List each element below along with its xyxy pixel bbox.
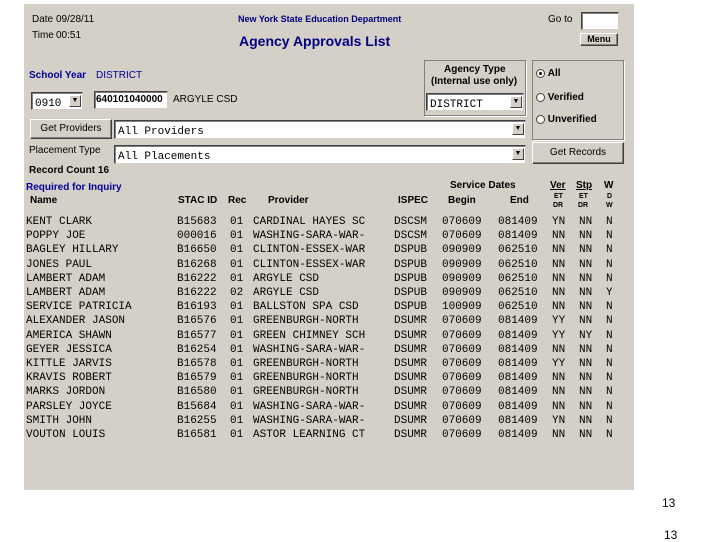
col-ver-sub2: DR: [553, 202, 564, 209]
cell-end: 062510: [498, 287, 538, 299]
cell-w: N: [606, 272, 613, 285]
cell-end: 062510: [498, 301, 538, 314]
page-title: Agency Approvals List: [239, 33, 391, 49]
cell-stac-id: B16580: [177, 386, 217, 399]
cell-w: N: [606, 414, 613, 427]
cell-ver: NN: [552, 244, 566, 257]
col-service-dates: Service Dates: [450, 180, 516, 191]
placement-type-label: Placement Type: [29, 145, 101, 156]
chevron-down-icon[interactable]: ▼: [512, 123, 524, 135]
cell-begin: 070609: [442, 358, 482, 370]
menu-button[interactable]: Menu: [580, 33, 618, 46]
table-row[interactable]: [26, 415, 626, 429]
cell-provider: GREENBURGH-NORTH: [253, 372, 359, 385]
record-count-label: [29, 165, 109, 176]
cell-begin: 090909: [442, 258, 482, 271]
goto-label: Go to: [548, 14, 573, 25]
cell-name: KENT CLARK: [26, 216, 93, 228]
cell-w: N: [606, 244, 613, 257]
radio-icon[interactable]: [536, 93, 545, 102]
cell-ver: NN: [552, 287, 566, 299]
cell-begin: 070609: [442, 386, 482, 399]
cell-stp: NN: [579, 386, 593, 399]
cell-w: N: [606, 343, 613, 356]
cell-stp: NN: [579, 429, 593, 441]
cell-stac-id: B16579: [177, 372, 217, 385]
cell-ispec: DSPUB: [394, 272, 428, 285]
cell-begin: 070609: [442, 414, 482, 427]
cell-ispec: DSUMR: [394, 414, 428, 427]
cell-provider: ASTOR LEARNING CT: [253, 429, 366, 441]
cell-begin: 070609: [442, 343, 482, 356]
cell-name: SMITH JOHN: [26, 414, 93, 427]
table-row[interactable]: [26, 273, 626, 287]
cell-w: N: [606, 329, 613, 342]
cell-ispec: DSUMR: [394, 386, 428, 399]
cell-ispec: DSCSM: [394, 230, 428, 243]
cell-provider: WASHING-SARA-WAR-: [253, 343, 366, 356]
cell-provider: BALLSTON SPA CSD: [253, 301, 359, 314]
cell-stac-id: B16268: [177, 258, 217, 271]
cell-end: 062510: [498, 258, 538, 271]
page-number: 13: [662, 496, 676, 510]
department-name: New York State Education Department: [238, 14, 402, 24]
cell-provider: ARGYLE CSD: [253, 272, 320, 285]
cell-ver: NN: [552, 400, 566, 413]
cell-ispec: DSPUB: [394, 244, 428, 257]
cell-stp: NN: [579, 301, 593, 314]
cell-ispec: DSUMR: [394, 329, 428, 342]
cell-end: 062510: [498, 244, 538, 257]
col-ispec: ISPEC: [398, 195, 429, 206]
cell-ver: NN: [552, 258, 566, 271]
col-provider: Provider: [268, 195, 309, 206]
cell-name: VOUTON LOUIS: [26, 429, 106, 441]
radio-verified-label: Verified: [547, 92, 584, 103]
cell-end: 081409: [498, 400, 538, 413]
date-value: 09/28/11: [56, 14, 95, 25]
col-w-sub2: W: [606, 202, 613, 209]
chevron-down-icon[interactable]: ▼: [512, 148, 524, 160]
school-year-label: School Year: [29, 70, 87, 81]
radio-verified[interactable]: [536, 92, 584, 103]
cell-end: 081409: [498, 414, 538, 427]
table-row[interactable]: [26, 287, 626, 301]
cell-begin: 070609: [442, 400, 482, 413]
table-row[interactable]: [26, 301, 626, 315]
cell-stac-id: B16255: [177, 414, 217, 427]
cell-provider: WASHING-SARA-WAR-: [253, 400, 366, 413]
cell-end: 081409: [498, 216, 538, 228]
col-stp: Stp: [576, 180, 593, 191]
cell-begin: 090909: [442, 272, 482, 285]
cell-stac-id: B16193: [177, 301, 217, 314]
cell-end: 081409: [498, 230, 538, 243]
required-label: Required for Inquiry: [26, 182, 122, 193]
cell-rec: 01: [230, 244, 244, 257]
cell-ver: YY: [552, 315, 566, 328]
cell-name: POPPY JOE: [26, 230, 86, 243]
agency-type-label: Agency Type: [444, 64, 506, 75]
get-providers-button[interactable]: Get Providers: [30, 119, 112, 139]
district-label: DISTRICT: [96, 70, 143, 81]
cell-w: N: [606, 301, 613, 314]
cell-ispec: DSUMR: [394, 372, 428, 385]
cell-rec: 01: [230, 429, 244, 441]
cell-provider: GREENBURGH-NORTH: [253, 315, 359, 328]
agency-type-sublabel: (Internal use only): [431, 76, 518, 87]
table-row[interactable]: [26, 386, 626, 400]
cell-stac-id: B15683: [177, 216, 217, 228]
record-count-text: Record Count: [29, 165, 96, 176]
cell-rec: 01: [230, 216, 244, 228]
cell-provider: GREEN CHIMNEY SCH: [253, 329, 366, 342]
cell-end: 081409: [498, 386, 538, 399]
cell-w: N: [606, 258, 613, 271]
col-stac-id: STAC ID: [178, 195, 218, 206]
col-stp-sub2: DR: [578, 202, 589, 209]
cell-rec: 01: [230, 230, 244, 243]
cell-w: N: [606, 216, 613, 228]
cell-rec: 01: [230, 386, 244, 399]
cell-w: N: [606, 429, 613, 441]
cell-name: LAMBERT ADAM: [26, 272, 106, 285]
cell-stac-id: B16222: [177, 272, 217, 285]
cell-provider: CLINTON-ESSEX-WAR: [253, 244, 366, 257]
cell-name: KRAVIS ROBERT: [26, 372, 112, 385]
placement-type-select[interactable]: [114, 145, 526, 164]
cell-rec: 01: [230, 414, 244, 427]
table-row[interactable]: [26, 344, 626, 358]
cell-name: BAGLEY HILLARY: [26, 244, 119, 257]
table-row[interactable]: [26, 358, 626, 372]
cell-name: GEYER JESSICA: [26, 343, 112, 356]
cell-stp: NN: [579, 414, 593, 427]
cell-provider: CLINTON-ESSEX-WAR: [253, 258, 366, 271]
cell-provider: WASHING-SARA-WAR-: [253, 230, 366, 243]
cell-ver: YY: [552, 329, 566, 342]
radio-selected-icon[interactable]: [536, 69, 545, 78]
cell-rec: 01: [230, 315, 244, 328]
cell-provider: ARGYLE CSD: [253, 287, 320, 299]
cell-name: MARKS JORDON: [26, 386, 106, 399]
cell-rec: 01: [230, 272, 244, 285]
cell-stp: NN: [579, 315, 593, 328]
cell-rec: 01: [230, 372, 244, 385]
time-value: 00:51: [56, 30, 82, 41]
cell-stac-id: 000016: [177, 230, 217, 243]
cell-stp: NN: [579, 358, 593, 370]
table-row[interactable]: [26, 401, 626, 415]
cell-end: 081409: [498, 358, 538, 370]
cell-stac-id: B16576: [177, 315, 217, 328]
cell-begin: 070609: [442, 315, 482, 328]
cell-ver: NN: [552, 429, 566, 441]
cell-stp: NN: [579, 230, 593, 243]
cell-stac-id: B16577: [177, 329, 217, 342]
table-row[interactable]: [26, 230, 626, 244]
table-row[interactable]: [26, 372, 626, 386]
radio-all[interactable]: [536, 68, 561, 79]
table-row[interactable]: [26, 259, 626, 273]
cell-ver: NN: [552, 343, 566, 356]
cell-end: 081409: [498, 343, 538, 356]
cell-stp: NN: [579, 258, 593, 271]
goto-input[interactable]: [581, 12, 619, 30]
cell-stp: NN: [579, 287, 593, 299]
cell-stac-id: B16254: [177, 343, 217, 356]
cell-provider: GREENBURGH-NORTH: [253, 358, 359, 370]
cell-stp: NN: [579, 272, 593, 285]
cell-w: N: [606, 400, 613, 413]
providers-value: All Providers: [118, 126, 204, 138]
cell-rec: 01: [230, 329, 244, 342]
providers-select[interactable]: [114, 120, 526, 139]
cell-name: SERVICE PATRICIA: [26, 301, 132, 314]
cell-stp: NN: [579, 372, 593, 385]
cell-w: N: [606, 386, 613, 399]
radio-unverified[interactable]: [536, 114, 597, 125]
cell-begin: 090909: [442, 287, 482, 299]
district-code-input[interactable]: 640101040000: [94, 91, 168, 109]
cell-provider: CARDINAL HAYES SC: [253, 216, 366, 228]
cell-name: KITTLE JARVIS: [26, 358, 112, 370]
cell-ver: NN: [552, 301, 566, 314]
table-row[interactable]: [26, 429, 626, 443]
col-begin: Begin: [448, 195, 476, 206]
cell-rec: 01: [230, 400, 244, 413]
col-rec: Rec: [228, 195, 247, 206]
cell-begin: 070609: [442, 329, 482, 342]
cell-stp: NN: [579, 343, 593, 356]
cell-name: JONES PAUL: [26, 258, 93, 271]
col-stp-sub1: ET: [579, 193, 588, 200]
cell-w: N: [606, 358, 613, 370]
cell-end: 081409: [498, 429, 538, 441]
time-label: Time: [32, 30, 54, 41]
col-ver-sub1: ET: [554, 193, 563, 200]
cell-rec: 01: [230, 343, 244, 356]
cell-name: AMERICA SHAWN: [26, 329, 112, 342]
cell-begin: 070609: [442, 429, 482, 441]
chevron-down-icon[interactable]: ▼: [69, 95, 81, 107]
cell-rec: 02: [230, 287, 244, 299]
cell-stac-id: B16650: [177, 244, 217, 257]
col-w: W: [604, 180, 614, 191]
cell-w: Y: [606, 287, 613, 299]
cell-ispec: DSUMR: [394, 358, 428, 370]
placement-type-value: All Placements: [118, 151, 211, 163]
cell-stac-id: B16578: [177, 358, 217, 370]
cell-provider: GREENBURGH-NORTH: [253, 386, 359, 399]
cell-begin: 070609: [442, 372, 482, 385]
cell-ver: YY: [552, 358, 566, 370]
table-row[interactable]: [26, 244, 626, 258]
radio-icon[interactable]: [536, 115, 545, 124]
cell-stp: NN: [579, 244, 593, 257]
cell-name: ALEXANDER JASON: [26, 315, 126, 328]
cell-ver: YN: [552, 216, 566, 228]
cell-ispec: DSUMR: [394, 343, 428, 356]
district-name: ARGYLE CSD: [173, 94, 238, 105]
cell-rec: 01: [230, 358, 244, 370]
col-name: Name: [30, 195, 58, 206]
cell-rec: 01: [230, 258, 244, 271]
cell-w: N: [606, 372, 613, 385]
cell-stp: NN: [579, 216, 593, 228]
cell-begin: 070609: [442, 216, 482, 228]
cell-end: 062510: [498, 272, 538, 285]
cell-ispec: DSUMR: [394, 315, 428, 328]
cell-ispec: DSPUB: [394, 301, 428, 314]
school-year-select[interactable]: [31, 92, 83, 110]
radio-all-label: All: [547, 68, 561, 79]
cell-ver: NN: [552, 230, 566, 243]
cell-name: LAMBERT ADAM: [26, 287, 106, 299]
school-year-value: 0910: [35, 98, 62, 110]
cell-provider: WASHING-SARA-WAR-: [253, 414, 366, 427]
records-table: [24, 216, 634, 456]
cell-ver: NN: [552, 386, 566, 399]
cell-stp: NN: [579, 400, 593, 413]
cell-begin: 100909: [442, 301, 482, 314]
agency-type-select[interactable]: [426, 93, 524, 111]
cell-stac-id: B15684: [177, 400, 217, 413]
table-row[interactable]: [26, 330, 626, 344]
cell-w: N: [606, 230, 613, 243]
cell-stac-id: B16222: [177, 287, 217, 299]
agency-type-value: DISTRICT: [430, 99, 483, 111]
table-row[interactable]: [26, 216, 626, 230]
cell-ispec: DSPUB: [394, 287, 428, 299]
record-count-value: 16: [97, 165, 110, 176]
get-records-button[interactable]: Get Records: [532, 142, 624, 164]
chevron-down-icon[interactable]: ▼: [510, 96, 522, 108]
cell-ispec: DSCSM: [394, 216, 428, 228]
col-ver: Ver: [550, 180, 566, 191]
cell-rec: 01: [230, 301, 244, 314]
cell-w: N: [606, 315, 613, 328]
cell-begin: 090909: [442, 244, 482, 257]
col-w-sub1: D: [607, 193, 613, 200]
cell-ispec: DSUMR: [394, 400, 428, 413]
col-end: End: [510, 195, 529, 206]
table-row[interactable]: [26, 315, 626, 329]
cell-ver: YN: [552, 414, 566, 427]
app-window: [24, 4, 634, 490]
page-number-footer: 13: [664, 528, 678, 542]
cell-ver: NN: [552, 272, 566, 285]
cell-end: 081409: [498, 372, 538, 385]
cell-begin: 070609: [442, 230, 482, 243]
cell-end: 081409: [498, 329, 538, 342]
cell-end: 081409: [498, 315, 538, 328]
cell-name: PARSLEY JOYCE: [26, 400, 112, 413]
radio-unverified-label: Unverified: [547, 114, 597, 125]
date-label: Date: [32, 14, 54, 25]
cell-ver: NN: [552, 372, 566, 385]
cell-stac-id: B16581: [177, 429, 217, 441]
cell-ispec: DSUMR: [394, 429, 428, 441]
cell-ispec: DSPUB: [394, 258, 428, 271]
cell-stp: NY: [579, 329, 593, 342]
